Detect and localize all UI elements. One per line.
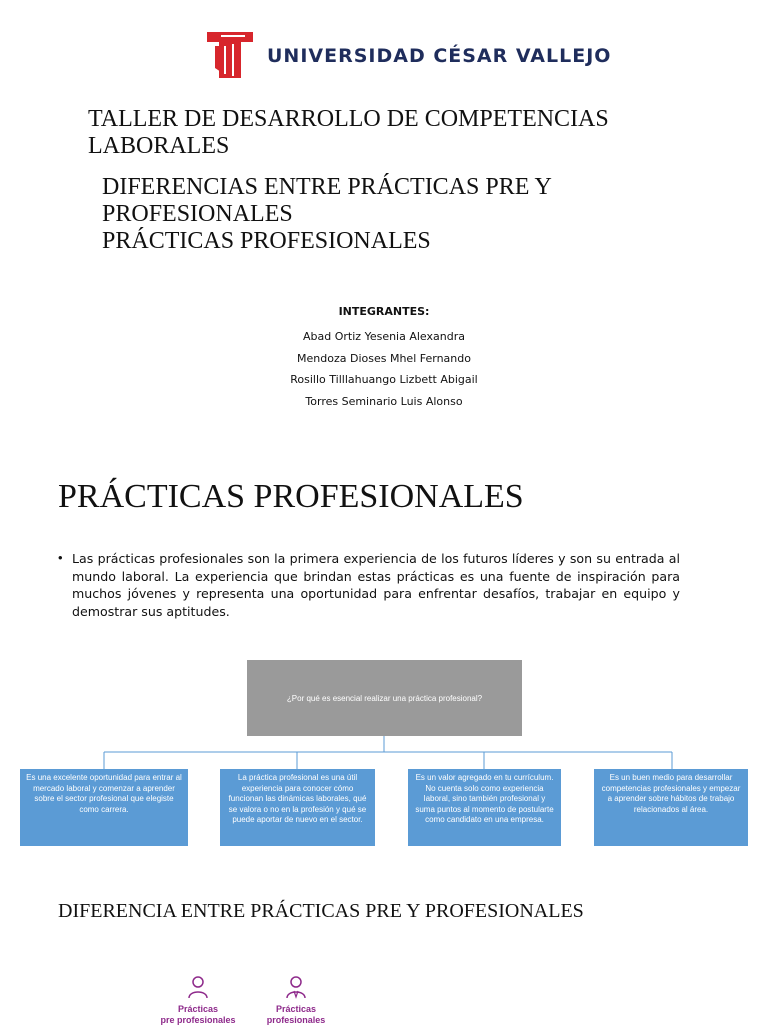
diagram-card-4 <box>594 769 748 846</box>
item-label-line-1: Prácticas <box>177 1004 219 1014</box>
workshop-title: TALLER DE DESARROLLO DE COMPETENCIAS LABORALES <box>88 106 609 159</box>
practicas-pre-item <box>153 975 243 1026</box>
diagram-card-text: La práctica profesional es una útil experiencia para conocer cómo funcionan las dinámicas laborales, qué se valora o no en la profesión y qué se puede aportar de nuevo en el sector. <box>228 773 367 824</box>
diagram-question-box <box>247 660 522 736</box>
section-heading-diferencia: DIFERENCIA ENTRE PRÁCTICAS PRE Y PROFESIONALES <box>58 900 584 922</box>
item-label-line-1: Prácticas <box>275 1004 317 1014</box>
subtitle-line-2: PRÁCTICAS PROFESIONALES <box>102 228 431 254</box>
university-name: UNIVERSIDAD CÉSAR VALLEJO <box>267 45 612 67</box>
subtitle-line-1: DIFERENCIAS ENTRE PRÁCTICAS PRE Y PROFESIONALES <box>102 174 551 227</box>
presentation-subtitle <box>102 174 702 255</box>
members-heading: INTEGRANTES: <box>338 305 430 318</box>
diagram-card-3 <box>408 769 561 846</box>
diagram-card-text: Es un buen medio para desarrollar competencias profesionales y empezar a aprender sobre hábitos de trabajo relacionados al área. <box>601 773 741 814</box>
member-name: Mendoza Dioses Mhel Fernando <box>297 351 471 365</box>
member-name: Torres Seminario Luis Alonso <box>305 394 463 408</box>
item-label-line-2: pre profesionales <box>160 1015 236 1025</box>
diagram-card-text: Es una excelente oportunidad para entrar al mercado laboral y comenzar a aprender sobre el sector profesional que elegiste como carrera. <box>26 773 182 814</box>
members-list <box>200 305 568 412</box>
diagram-card-2 <box>220 769 375 846</box>
diagram-card-text: Es un valor agregado en tu currículum. No cuenta solo como experiencia laboral, sino también profesional y suma puntos al momento de postularte como candidato en una empresa. <box>415 773 554 824</box>
bullet-icon: • <box>58 550 63 565</box>
diagram-question: ¿Por qué es esencial realizar una práctica profesional? <box>286 693 483 703</box>
member-name: Rosillo Tilllahuango Lizbett Abigail <box>290 373 478 386</box>
person-icon <box>187 975 209 999</box>
section-heading-practicas: PRÁCTICAS PROFESIONALES <box>58 478 524 515</box>
practicas-profesionales-item <box>251 975 341 1026</box>
item-label-line-2: profesionales <box>266 1015 326 1025</box>
university-logo <box>205 30 612 82</box>
bullet-text: Las prácticas profesionales son la primera experiencia de los futuros líderes y son su entrada al mundo laboral. La experiencia que brindan estas prácticas es una fuente de inspiración para muchos jóvenes y representa una oportunidad para enfrentar desafíos, trabajar en equipo y demostrar sus aptitudes. <box>72 551 680 619</box>
member-name: Abad Ortiz Yesenia Alexandra <box>303 330 465 343</box>
ucv-crest-icon <box>205 30 255 80</box>
professional-person-icon <box>285 975 307 999</box>
bullet-item <box>58 550 680 620</box>
diagram-card-1 <box>20 769 188 846</box>
